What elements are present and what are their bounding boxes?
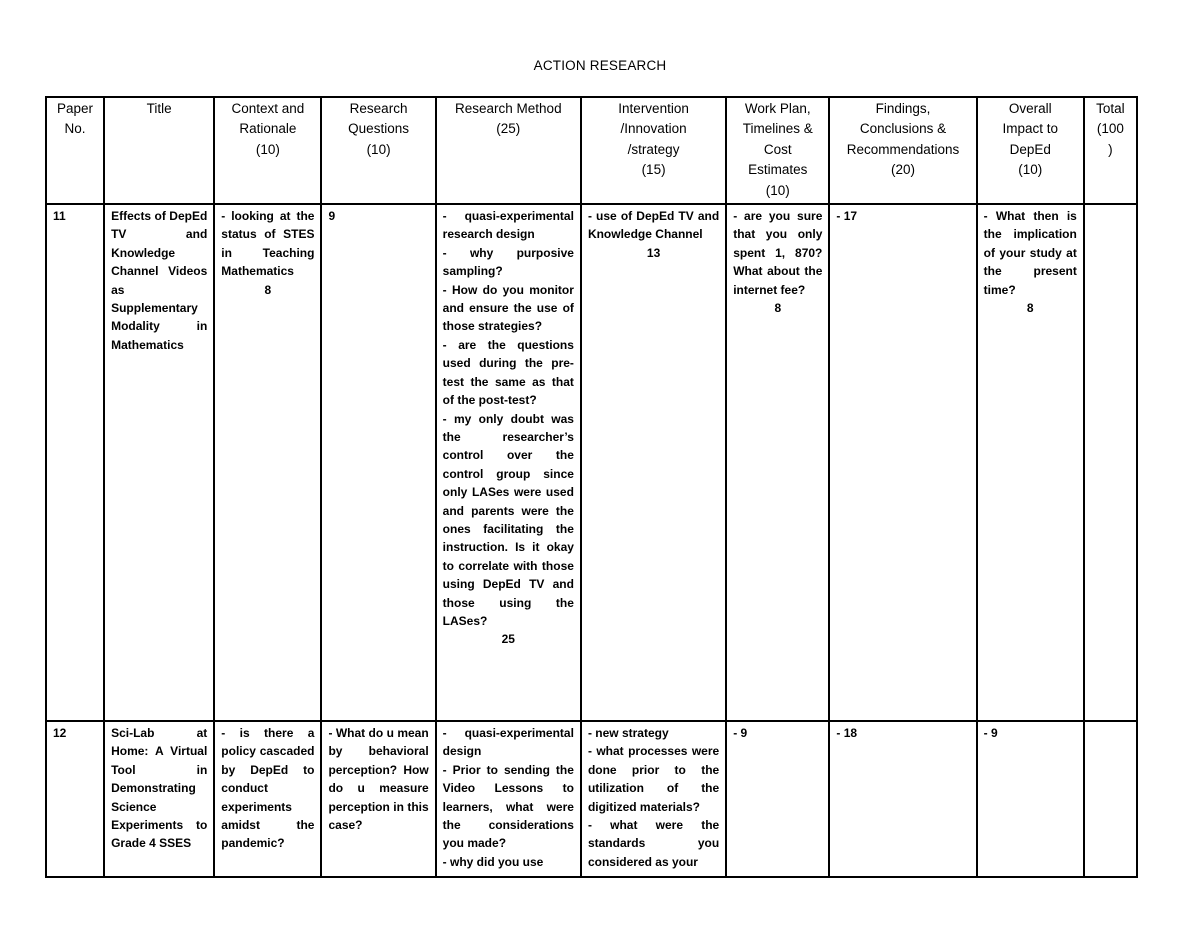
score: 8: [264, 282, 272, 297]
comment-text: - looking at the status of STES in Teaching Mathematics: [221, 209, 315, 279]
header-research-method: Research Method (25): [436, 97, 581, 204]
context-cell: [214, 721, 321, 877]
comment-line: - quasi-experimental research design: [442, 209, 574, 242]
comment-text: - What then is the implication of your study at the present time?: [983, 209, 1077, 297]
comment-text: - are you sure that you only spent 1, 870? What about the internet fee?: [733, 209, 823, 297]
score: 8: [1026, 301, 1034, 316]
paper-no-cell: 11: [46, 204, 104, 721]
header-context-rationale: Context and Rationale (10): [214, 97, 321, 204]
comment-line: - my only doubt was the researcher’s control over the control group since only LASes were used and parents were the ones facilitating the instruction. Is it okay to correlate with those using DepEd TV and those using the LASes?: [442, 411, 574, 628]
questions-cell: [321, 204, 435, 721]
rubric-table: [45, 96, 1138, 878]
header-work-plan: Work Plan, Timelines & Cost Estimates (10): [726, 97, 829, 204]
method-cell: [436, 204, 581, 721]
comment-line: - why purposive sampling?: [442, 245, 574, 279]
comment-line: - quasi-experimental design: [442, 726, 574, 759]
comment-line: - How do you monitor and ensure the use of those strategies?: [442, 282, 574, 334]
score: 8: [774, 301, 782, 316]
total-cell: [1084, 721, 1137, 877]
work-plan-cell: [726, 204, 829, 721]
work-plan-cell: [726, 721, 829, 877]
context-cell: [214, 204, 321, 721]
comment-line: - why did you use: [442, 854, 544, 869]
comment-line: - are the questions used during the pre-test the same as that of the post-test?: [442, 337, 574, 408]
comment-line: - Prior to sending the Video Lessons to learners, what were the considerations you made?: [442, 762, 574, 851]
comment-text: - use of DepEd TV and Knowledge Channel: [587, 209, 720, 242]
title-cell: Sci-Lab at Home: A Virtual Tool in Demonstrating Science Experiments to Grade 4 SSES: [104, 721, 214, 877]
header-title: Title: [104, 97, 214, 204]
paper-no-cell: 12: [46, 721, 104, 877]
comment-text: - What do u mean by behavioral perception? How do u measure perception in this case?: [328, 726, 429, 833]
findings-cell: [829, 721, 976, 877]
comment-text: - 9: [983, 726, 998, 741]
document-title: ACTION RESEARCH: [533, 58, 667, 73]
header-row: [46, 97, 1137, 204]
header-total: Total (100 ): [1084, 97, 1137, 204]
questions-cell: [321, 721, 435, 877]
score: 25: [501, 632, 515, 647]
table-row: [46, 204, 1137, 721]
comment-text: - is there a policy cascaded by DepEd to conduct experiments amidst the pandemic?: [221, 726, 315, 851]
header-paper-no: Paper No.: [46, 97, 104, 204]
table-row: [46, 721, 1137, 877]
header-research-questions: Research Questions (10): [321, 97, 435, 204]
total-cell: [1084, 204, 1137, 721]
comment-text: - 17: [836, 209, 858, 224]
comment-text: 9: [328, 209, 336, 224]
intervention-cell: [581, 721, 726, 877]
score: 13: [646, 245, 661, 260]
comment-text: - new strategy - what processes were done prior to the utilization of the digitized materials? - what were the standards you considered as your: [587, 726, 720, 869]
comment-text: - 18: [836, 726, 858, 741]
header-intervention: Intervention /Innovation /strategy (15): [581, 97, 726, 204]
header-overall-impact: Overall Impact to DepEd (10): [977, 97, 1084, 204]
header-findings: Findings, Conclusions & Recommendations (20): [829, 97, 976, 204]
method-cell: [436, 721, 581, 877]
findings-cell: [829, 204, 976, 721]
comment-text: - 9: [733, 726, 748, 741]
title-cell: Effects of DepEd TV and Knowledge Channel Videos as Supplementary Modality in Mathematics: [104, 204, 214, 721]
intervention-cell: [581, 204, 726, 721]
impact-cell: [977, 204, 1084, 721]
impact-cell: [977, 721, 1084, 877]
